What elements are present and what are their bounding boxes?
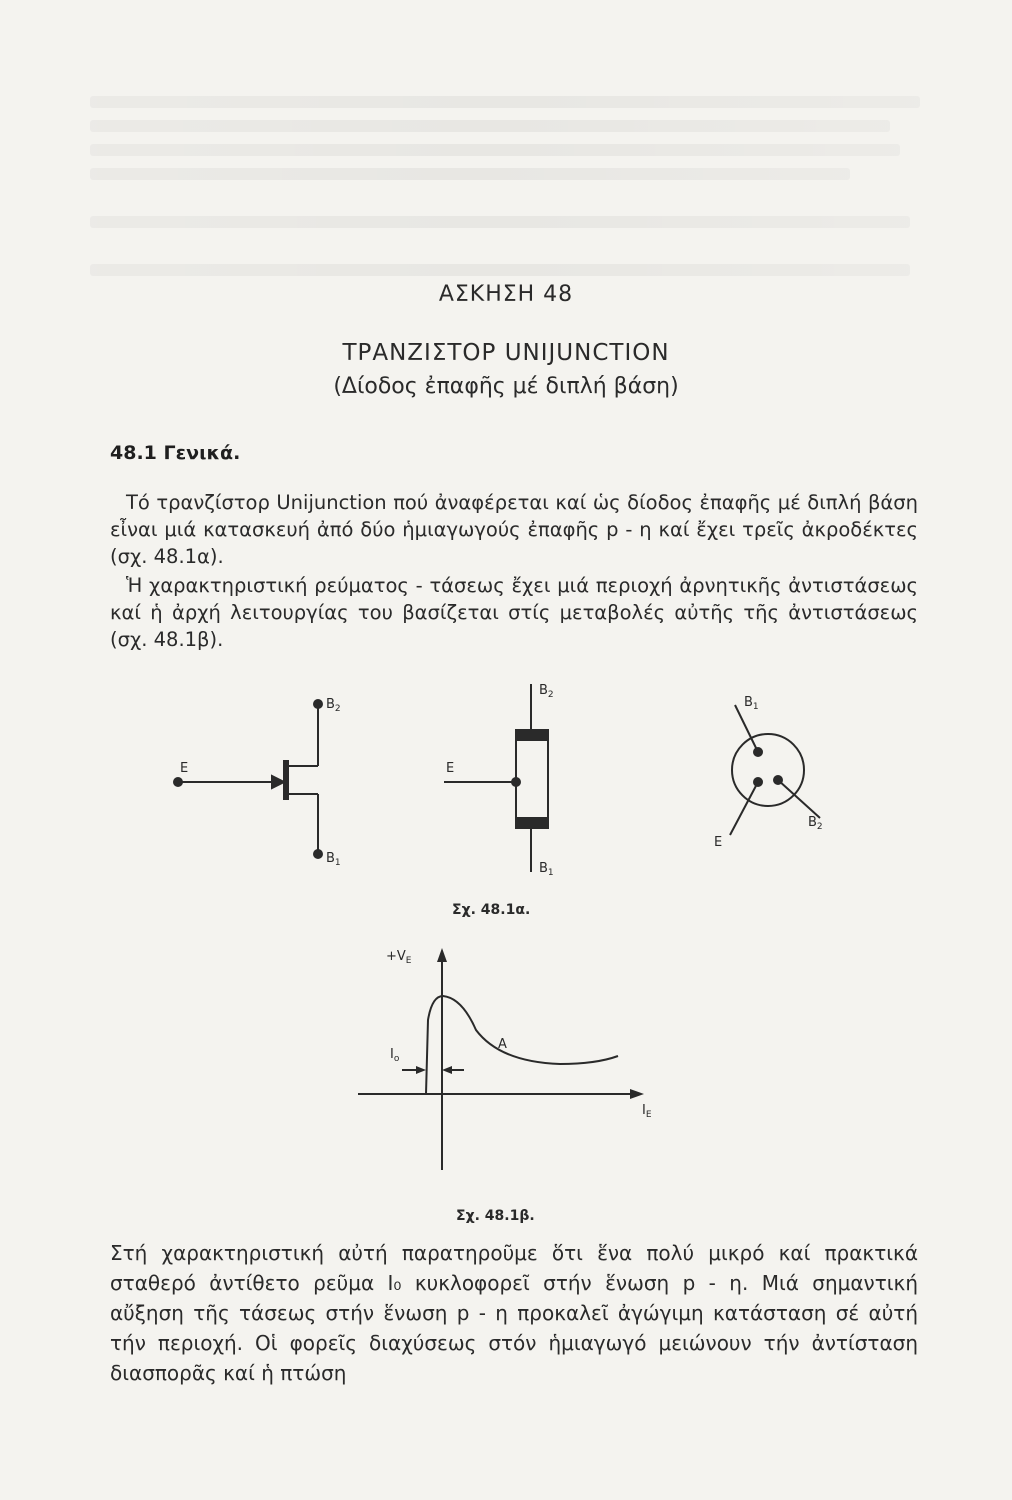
- exercise-heading: ΑΣΚΗΣΗ 48: [438, 282, 574, 307]
- package-b1-lead: [735, 705, 758, 752]
- pn-junction-dot: [511, 777, 521, 787]
- package-pin-b1: [753, 747, 763, 757]
- package-e-lead: [730, 782, 758, 835]
- symbol-b2-label: $B_2$: [326, 697, 341, 714]
- figure-1b-caption: Σχ. 48.1β.: [456, 1208, 535, 1224]
- package-outline: [732, 734, 804, 806]
- page-subtitle: (Δίοδος ἐπαφῆς μέ διπλή βάση): [333, 374, 679, 399]
- ujt-symbol: [180, 706, 318, 852]
- ujt-package: [730, 705, 820, 835]
- paragraph-explanation: Στή χαρακτηριστική αὐτή παρατηροῦμε ὅτι ἕνα πολύ μικρό καί πρακτικά σταθερό ἀντίθετο ρεῦμα I₀ κυκλοφορεῖ στήν ἕνωση p - η. Μιά σημαντική αὔξηση τῆς τάσεως στήν ἕνωση p - η προκαλεῖ ἀγώγιμη κατάσταση σέ αὐτή τήν περιοχή. Οἱ φορεῖς διαχύσεως στόν ἡμιαγωγό μειώνουν τήν ἀντίσταση διασπορᾶς καί ἡ πτώση: [110, 1241, 918, 1385]
- section-heading: 48.1 Γενικά.: [110, 442, 241, 464]
- bar-e-label: E: [446, 761, 455, 776]
- io-label: $I_o$: [390, 1047, 400, 1064]
- b1-terminal: [313, 849, 323, 859]
- y-axis-arrow: [437, 948, 447, 962]
- package-pin-e: [753, 777, 763, 787]
- package-b2-label: $B_2$: [808, 815, 823, 832]
- paragraph-intro: Τό τρανζίστορ Unijunction πού ἀναφέρεται καί ὡς δίοδος ἐπαφῆς μέ διπλή βάση εἶναι μιά κατασκευή ἀπό δύο ἡμιαγωγούς ἐπαφῆς p - η καί ἔχει τρεῖς ἀκροδέκτες (σχ. 48.1α).: [110, 491, 918, 568]
- x-axis-arrow: [630, 1089, 644, 1099]
- bar-b2-label: $B_2$: [539, 683, 554, 700]
- emitter-arrow: [272, 776, 284, 788]
- y-axis-label: $+V_E$: [386, 949, 412, 966]
- package-b1-label: $B_1$: [744, 695, 759, 712]
- x-axis-label: $I_E$: [642, 1103, 652, 1120]
- bar-top-contact: [516, 730, 548, 740]
- io-arrowhead-left: [416, 1066, 426, 1074]
- characteristic-curve: [426, 996, 618, 1094]
- page-title: ΤΡΑΝΖΙΣΤΟΡ UNIJUNCTION: [342, 340, 670, 366]
- emitter-terminal: [173, 777, 183, 787]
- characteristic-plot: [358, 952, 640, 1170]
- b2-terminal: [313, 699, 323, 709]
- ujt-bar: [444, 684, 548, 872]
- io-arrowhead-right: [442, 1066, 452, 1074]
- bar-b1-label: $B_1$: [539, 861, 554, 878]
- bar-bottom-contact: [516, 818, 548, 828]
- package-pin-b2: [773, 775, 783, 785]
- paragraph-characteristic: Ἡ χαρακτηριστική ρεύματος - τάσεως ἔχει μιά περιοχή ἀρνητικῆς ἀντιστάσεως καί ἡ ἀρχή λειτουργίας του βασίζεται στίς μεταβολές αὐτῆς τῆς ἀντιστάσεως (σχ. 48.1β).: [110, 574, 918, 651]
- region-a-label: A: [498, 1037, 507, 1052]
- symbol-e-label: E: [180, 761, 189, 776]
- package-e-label: E: [714, 835, 723, 850]
- symbol-b1-label: $B_1$: [326, 851, 341, 868]
- n-type-bar: [516, 730, 548, 828]
- package-b2-lead: [778, 780, 820, 818]
- figure-1a-caption: Σχ. 48.1α.: [452, 902, 531, 918]
